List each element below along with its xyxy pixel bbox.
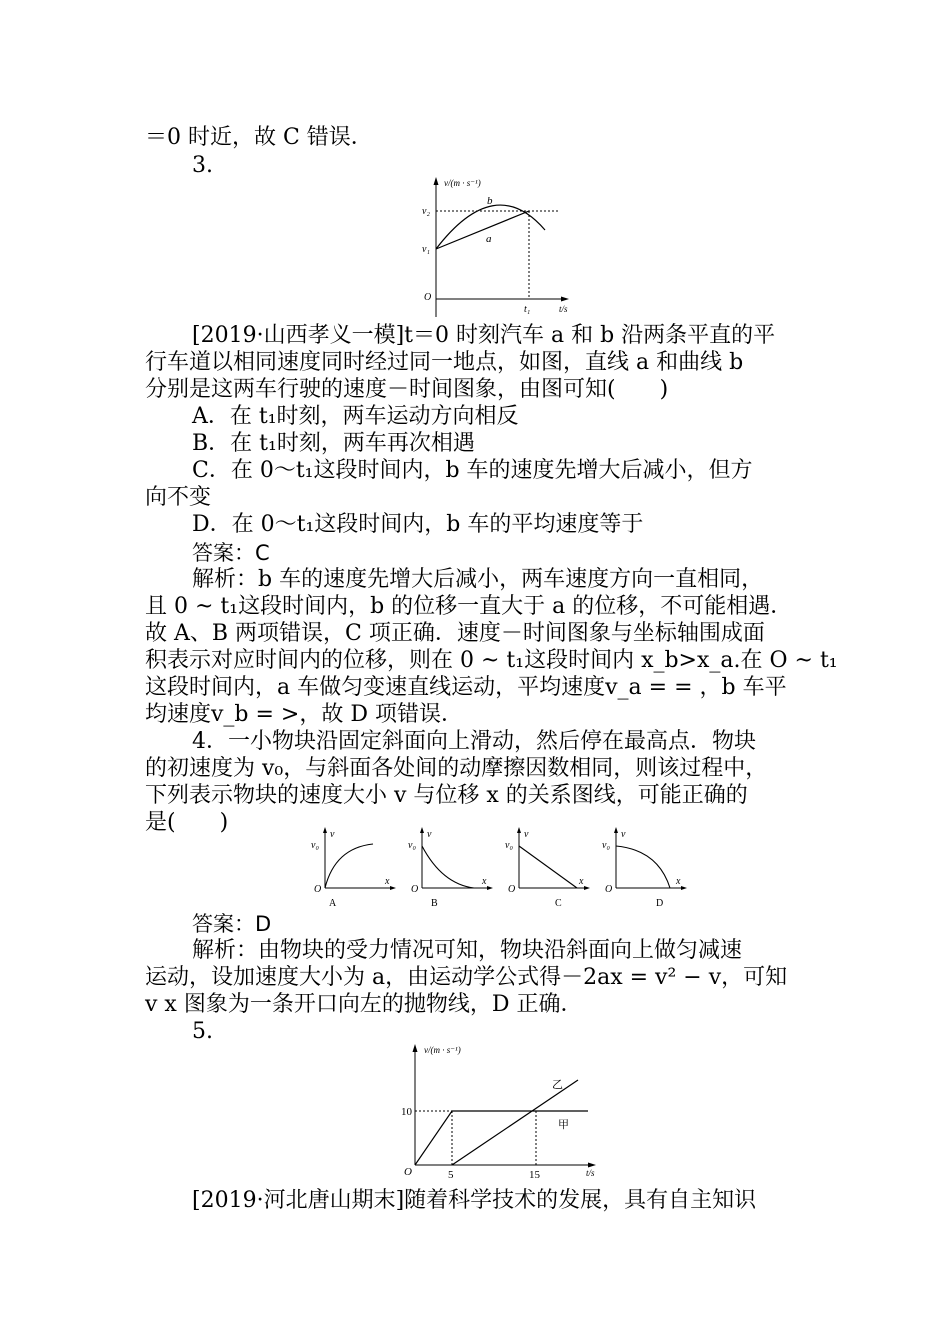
v-label: v: [427, 829, 432, 840]
text-line: 均速度v_b = >，故 D 项错误．: [145, 702, 463, 727]
v0-label: v₀: [311, 840, 319, 851]
x-axis-label: t/s: [586, 1168, 595, 1178]
curve-d: [616, 846, 670, 888]
y10-label: 10: [401, 1106, 412, 1118]
answer: 答案：C: [192, 541, 270, 565]
origin-label: O: [411, 884, 419, 895]
answer: 答案：D: [192, 912, 272, 936]
figure-vt-graph-q5: [370, 1040, 600, 1185]
text-line: 且 0 ~ t₁这段时间内，b 的位移一直大于 a 的位移，不可能相遇．: [145, 594, 793, 619]
v-label: v: [330, 829, 335, 840]
option-d: D．在 0～t₁这段时间内，b 车的平均速度等于: [192, 512, 644, 537]
graph-option-d: [602, 827, 687, 909]
question-number: 3.: [192, 153, 213, 178]
x15-label: 15: [529, 1169, 540, 1181]
origin-label: O: [424, 292, 432, 303]
curve-a: [325, 844, 373, 888]
y-axis-arrow: [413, 1044, 418, 1052]
option-label-d: D: [656, 898, 664, 909]
figure-vx-options: [305, 826, 695, 910]
option-label-c: C: [555, 898, 562, 909]
text-line: 运动，设加速度大小为 a，由运动学公式得－2ax = v² − v，可知: [145, 965, 788, 990]
x-label: x: [579, 876, 584, 887]
text-line: 分别是这两车行驶的速度－时间图象，由图可知( ): [145, 377, 669, 402]
v2-label: v₂: [422, 206, 430, 217]
option-label-b: B: [431, 898, 438, 909]
x-axis-arrow: [561, 297, 569, 302]
line-a-label: a: [486, 233, 492, 245]
question-number: 5.: [192, 1019, 213, 1044]
line-jia-label: 甲: [558, 1119, 569, 1131]
v0-label: v₀: [408, 840, 416, 851]
v0-label: v₀: [505, 840, 513, 851]
t1-label: t₁: [524, 304, 531, 315]
graph-option-a: [311, 827, 396, 909]
origin-label: O: [508, 884, 516, 895]
analysis-line: 解析：b 车的速度先增大后减小，两车速度方向一直相同，: [192, 567, 764, 592]
curve-b-label: b: [487, 195, 493, 207]
y-axis-label: v/(m · s⁻¹): [424, 1045, 461, 1055]
text-line: ＝0 时近，故 C 错误．: [145, 125, 373, 150]
text-line: [2019·河北唐山期末]随着科学技术的发展，具有自主知识: [192, 1188, 757, 1213]
line-c: [519, 846, 577, 888]
y-axis-arrow: [434, 177, 439, 185]
x-axis-arrow: [588, 1163, 596, 1168]
text-line: 是( ): [145, 810, 229, 835]
text-line: 的初速度为 v₀，与斜面各处间的动摩擦因数相同，则该过程中，: [145, 756, 768, 781]
text-line: 下列表示物块的速度大小 v 与位移 x 的关系图线，可能正确的: [145, 783, 748, 808]
text-line: 行车道以相同速度同时经过同一地点，如图，直线 a 和曲线 b: [145, 350, 744, 375]
question-4: 4．一小物块沿固定斜面向上滑动，然后停在最高点．物块: [192, 729, 756, 754]
text-line: 积表示对应时间内的位移，则在 0 ~ t₁这段时间内 x_b>x_a.在 O ~ t₁: [145, 648, 838, 673]
graph-option-c: [505, 827, 590, 909]
option-b: B．在 t₁时刻，两车再次相遇: [192, 431, 475, 456]
v-label: v: [524, 829, 529, 840]
analysis-line: 解析：由物块的受力情况可知，物块沿斜面向上做匀减速: [192, 938, 743, 963]
curve-b: [422, 846, 474, 888]
x-label: x: [482, 876, 487, 887]
option-c: C．在 0～t₁这段时间内，b 车的速度先增大后减小，但方: [192, 458, 753, 483]
line-yi-label: 乙: [552, 1079, 563, 1091]
text-line: v x 图象为一条开口向左的抛物线，D 正确．: [145, 992, 583, 1017]
origin-label: O: [404, 1166, 412, 1178]
text-line: 故 A、B 两项错误，C 项正确．速度－时间图象与坐标轴围成面: [145, 621, 765, 646]
option-a: A．在 t₁时刻，两车运动方向相反: [192, 404, 519, 429]
origin-label: O: [314, 884, 322, 895]
x-label: x: [385, 876, 390, 887]
x-label: x: [676, 876, 681, 887]
x5-label: 5: [448, 1169, 454, 1181]
x-axis-label: t/s: [559, 304, 568, 314]
v0-label: v₀: [602, 840, 610, 851]
option-label-a: A: [329, 898, 337, 909]
text-line: [2019·山西孝义一模]t＝0 时刻汽车 a 和 b 沿两条平直的平: [192, 323, 776, 348]
graph-option-b: [408, 827, 493, 909]
text-line: 这段时间内，a 车做匀变速直线运动，平均速度v_a = = ，b 车平: [145, 675, 787, 700]
text-line: 向不变: [145, 485, 212, 510]
line-a: [436, 211, 529, 249]
v1-label: v₁: [422, 244, 430, 255]
y-axis-label: v/(m · s⁻¹): [444, 178, 481, 188]
origin-label: O: [605, 884, 613, 895]
v-label: v: [621, 829, 626, 840]
figure-vt-graph-q3: [420, 172, 570, 320]
